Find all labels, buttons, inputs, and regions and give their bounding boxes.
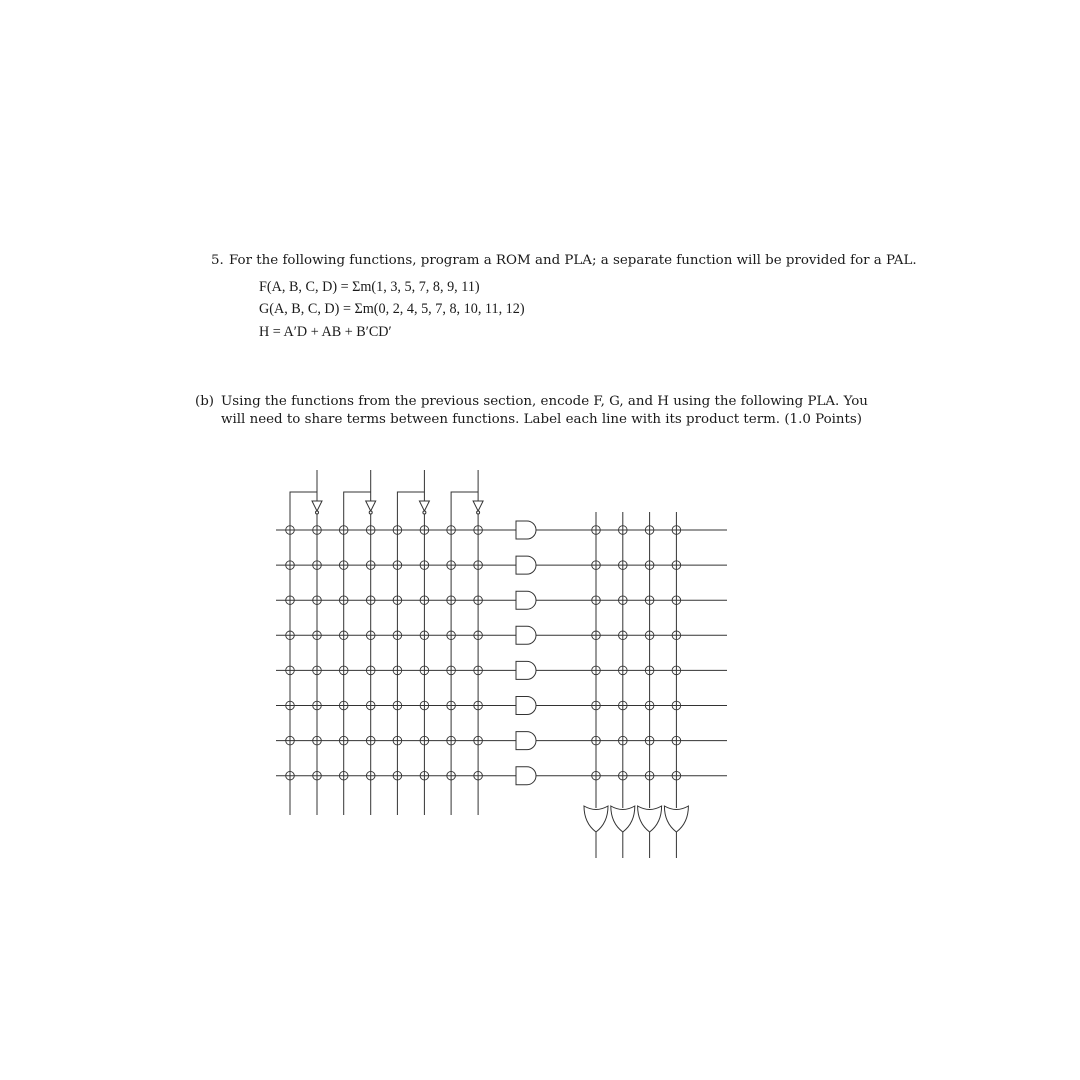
inverter-icon-4 bbox=[473, 501, 483, 511]
part-b-line-1: Using the functions from the previous section, encode F, G, and H using the following PLA. You bbox=[221, 394, 868, 409]
and-gate-icon-8 bbox=[516, 767, 536, 785]
equation-g: G(A, B, C, D) = Σm(0, 2, 4, 5, 7, 8, 10, 11, 12) bbox=[259, 301, 525, 317]
or-gate-icon-2 bbox=[611, 806, 635, 832]
input-branch-3 bbox=[397, 492, 424, 494]
and-gate-icon-7 bbox=[516, 732, 536, 750]
and-gate-icon-5 bbox=[516, 661, 536, 679]
and-gate-icon-6 bbox=[516, 697, 536, 715]
part-b-label: (b) bbox=[195, 394, 215, 409]
or-gate-icon-4 bbox=[664, 806, 688, 832]
inverter-icon-2 bbox=[366, 501, 376, 511]
inverter-icon-3 bbox=[419, 501, 429, 511]
input-branch-4 bbox=[451, 492, 478, 494]
input-branch-1 bbox=[290, 492, 317, 494]
equation-f: F(A, B, C, D) = Σm(1, 3, 5, 7, 8, 9, 11) bbox=[259, 279, 480, 295]
and-gate-icon-1 bbox=[516, 521, 536, 539]
or-gate-icon-1 bbox=[584, 806, 608, 832]
inverter-bubble-2 bbox=[369, 511, 372, 514]
question-text: For the following functions, program a ROM and PLA; a separate function will be provided for a PAL. bbox=[229, 253, 917, 268]
inverter-bubble-4 bbox=[477, 511, 480, 514]
or-plane bbox=[536, 512, 727, 858]
inverter-bubble-1 bbox=[316, 511, 319, 514]
inverter-bubble-3 bbox=[423, 511, 426, 514]
question-number: 5. bbox=[211, 253, 224, 268]
or-gate-icon-3 bbox=[638, 806, 662, 832]
input-branch-2 bbox=[344, 492, 371, 494]
and-gate-icon-4 bbox=[516, 626, 536, 644]
part-b-line-2: will need to share terms between functions. Label each line with its product term. (1.0 Points) bbox=[221, 412, 863, 427]
and-gate-icon-2 bbox=[516, 556, 536, 574]
equation-h: H = A′D + AB + B′CD′ bbox=[259, 324, 392, 340]
inverter-icon-1 bbox=[312, 501, 322, 511]
and-plane bbox=[276, 470, 536, 815]
and-gate-icon-3 bbox=[516, 591, 536, 609]
